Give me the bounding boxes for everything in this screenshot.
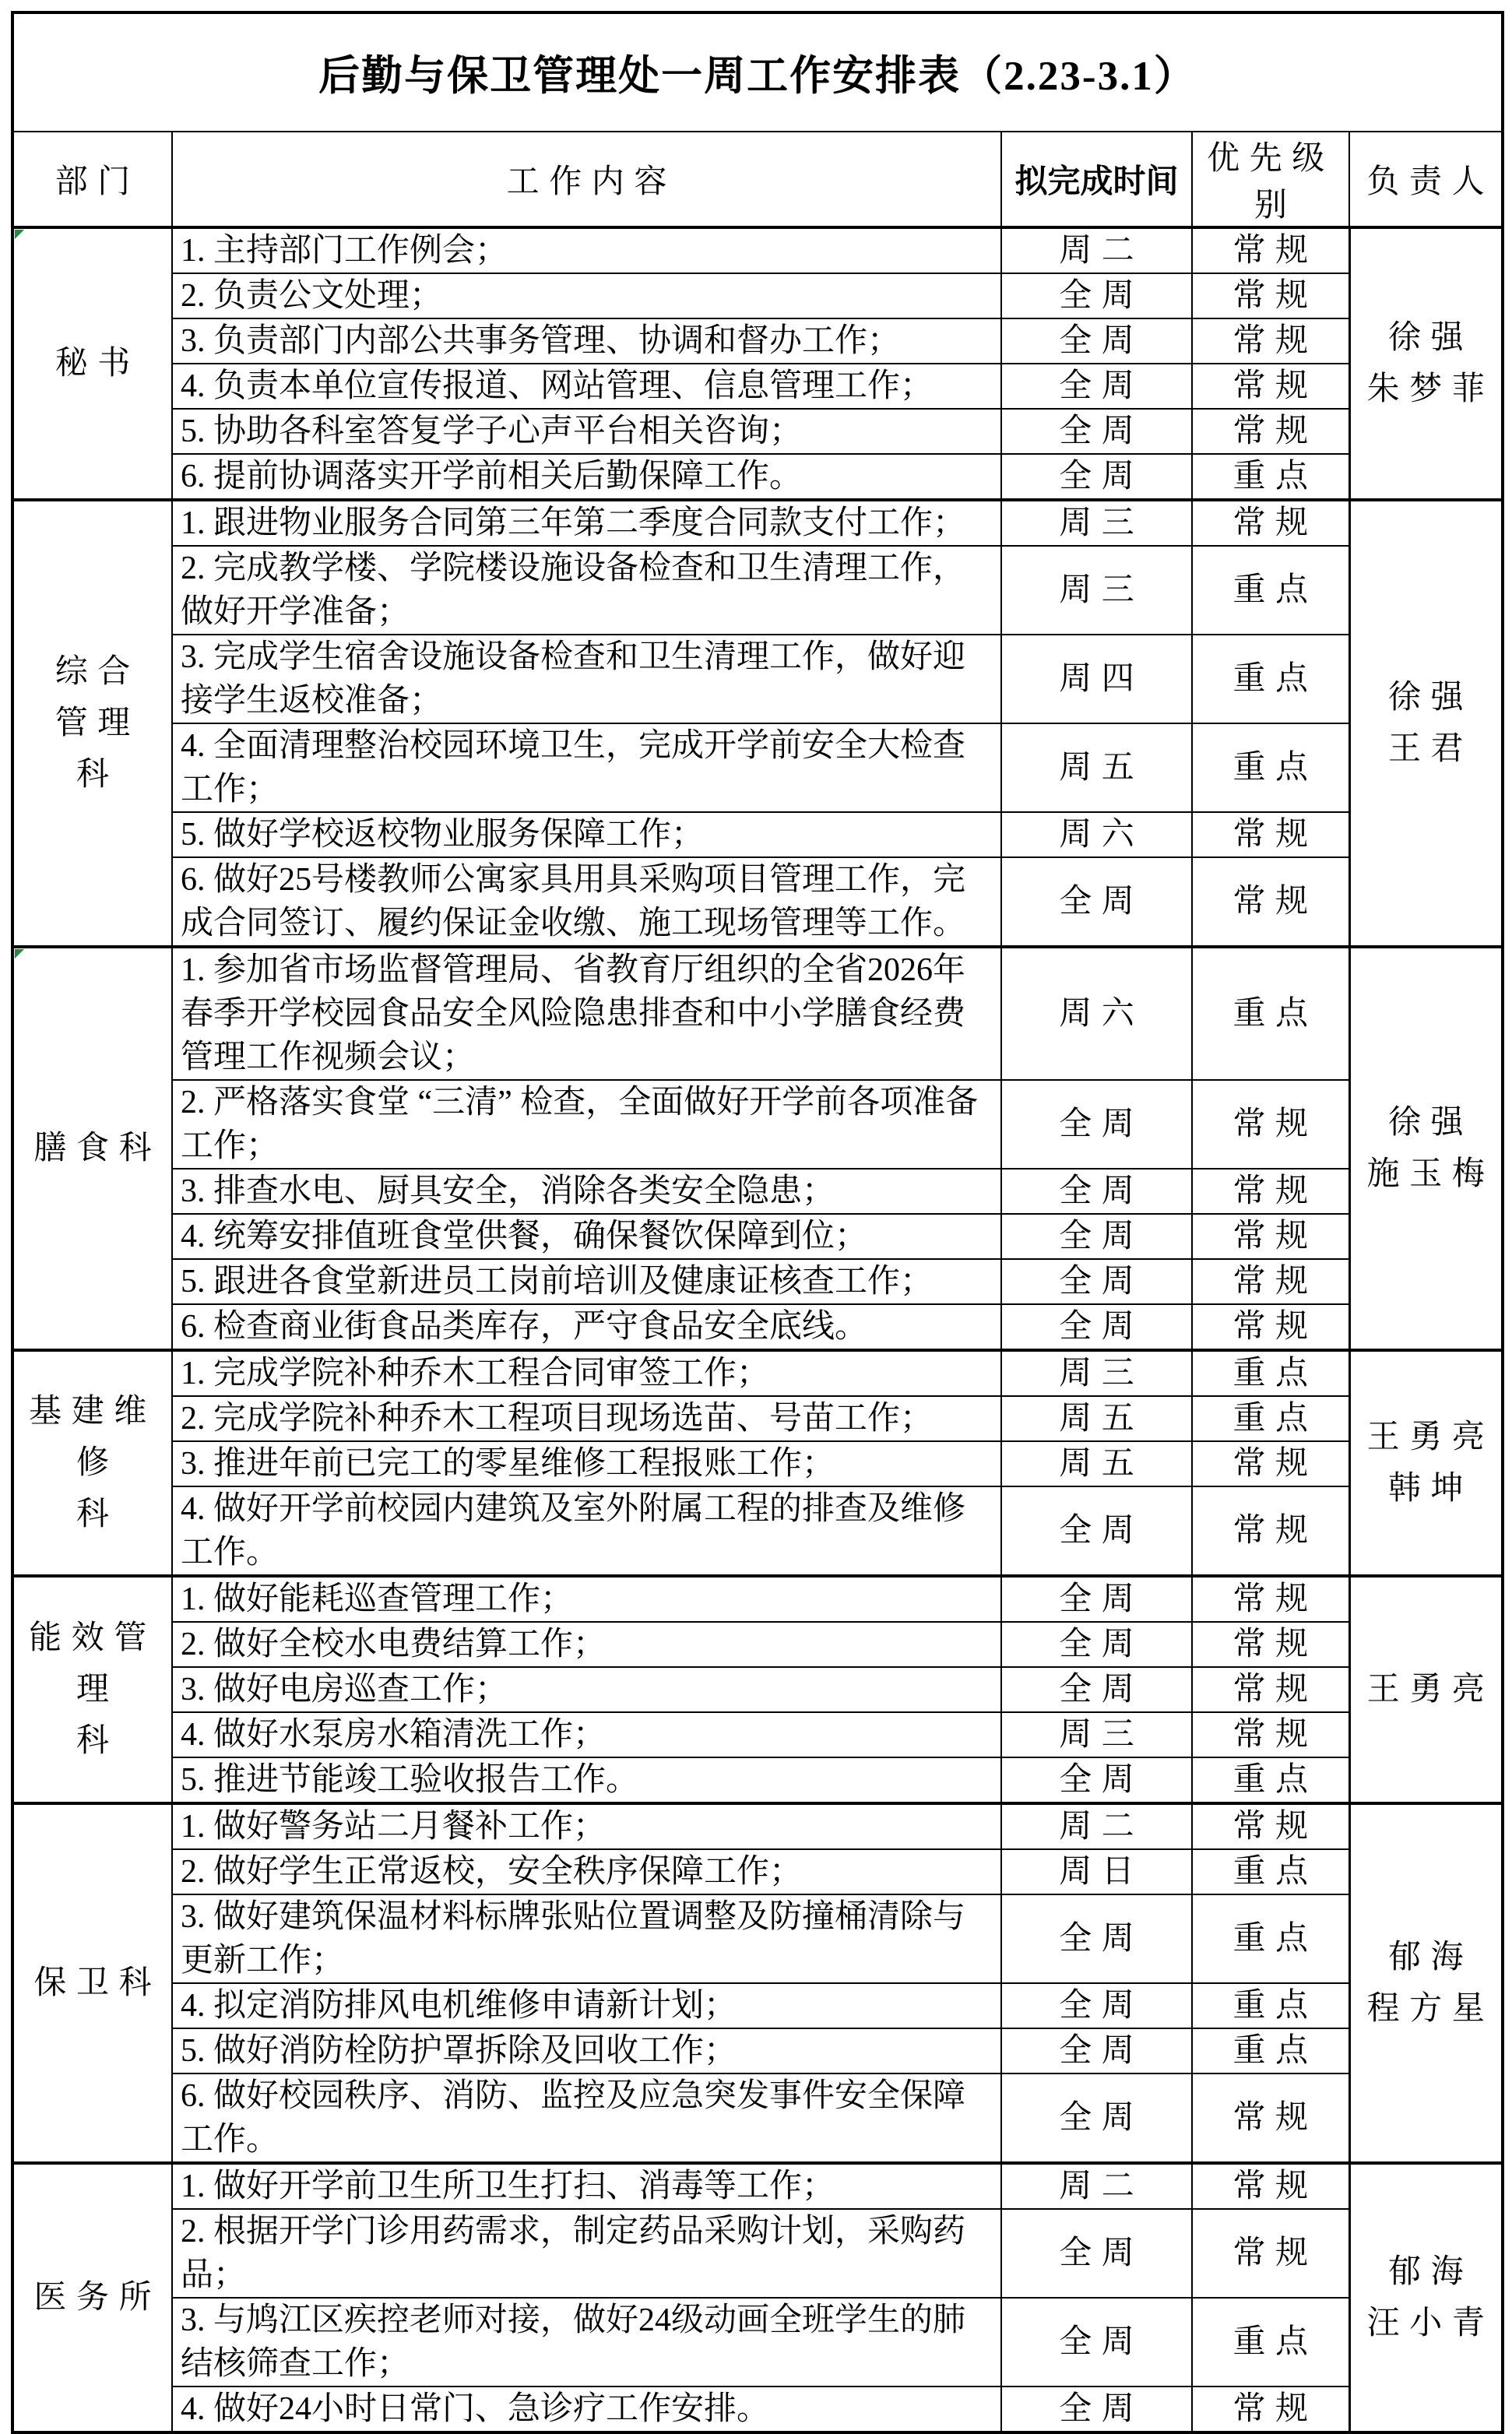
priority-cell: 常规 xyxy=(1192,318,1349,364)
green-corner-flag-icon xyxy=(15,230,24,239)
time-cell: 周二 xyxy=(1001,227,1192,273)
priority-cell: 重点 xyxy=(1192,1396,1349,1441)
time-cell: 全周 xyxy=(1001,1757,1192,1803)
department-label: 能效管理 xyxy=(29,1620,156,1708)
department-cell xyxy=(12,947,172,1350)
table-row xyxy=(12,1983,1503,2028)
work-content-cell: 2. 严格落实食堂 “三清” 检查，全面做好开学前各项准备工作； xyxy=(172,1080,1001,1169)
priority-cell: 重点 xyxy=(1192,947,1349,1080)
department-cell xyxy=(12,227,172,500)
priority-cell: 常规 xyxy=(1192,1214,1349,1259)
person-name: 王勇亮 xyxy=(1366,1419,1495,1455)
work-content-cell: 1. 跟进物业服务合同第三年第二季度合同款支付工作； xyxy=(172,500,1001,546)
work-content-cell: 3. 排查水电、厨具安全，消除各类安全隐患； xyxy=(172,1169,1001,1214)
person-name: 朱梦菲 xyxy=(1366,371,1495,407)
column-header-person: 负责人 xyxy=(1349,132,1503,227)
time-cell: 周六 xyxy=(1001,947,1192,1080)
department-label: 科 xyxy=(76,757,119,793)
work-content-cell: 1. 做好开学前卫生所卫生打扫、消毒等工作； xyxy=(172,2163,1001,2209)
time-cell: 全周 xyxy=(1001,1894,1192,1983)
title-row xyxy=(12,12,1503,132)
work-content-cell: 1. 完成学院补种乔木工程合同审签工作； xyxy=(172,1350,1001,1396)
work-content-cell: 3. 推进年前已完工的零星维修工程报账工作； xyxy=(172,1441,1001,1486)
work-content-cell: 3. 完成学生宿舍设施设备检查和卫生清理工作，做好迎接学生返校准备； xyxy=(172,635,1001,723)
department-label: 基建维修 xyxy=(29,1394,156,1481)
table-row xyxy=(12,1350,1503,1396)
table-row xyxy=(12,1259,1503,1304)
column-header-priority: 优先级别 xyxy=(1192,132,1349,227)
priority-cell: 常规 xyxy=(1192,1486,1349,1576)
table-row xyxy=(12,227,1503,273)
time-cell: 全周 xyxy=(1001,1259,1192,1304)
time-cell: 全周 xyxy=(1001,1667,1192,1712)
schedule-table xyxy=(11,11,1504,2434)
work-content-cell: 3. 与鸠江区疾控老师对接，做好24级动画全班学生的肺结核筛查工作； xyxy=(172,2298,1001,2387)
table-row xyxy=(12,1080,1503,1169)
table-row xyxy=(12,500,1503,546)
time-cell: 全周 xyxy=(1001,1983,1192,2028)
time-cell: 全周 xyxy=(1001,1486,1192,1576)
time-cell: 全周 xyxy=(1001,2073,1192,2163)
time-cell: 周三 xyxy=(1001,546,1192,635)
work-content-cell: 1. 做好警务站二月餐补工作； xyxy=(172,1803,1001,1849)
work-content-cell: 3. 做好电房巡查工作； xyxy=(172,1667,1001,1712)
time-cell: 全周 xyxy=(1001,2387,1192,2432)
table-row xyxy=(12,1894,1503,1983)
page-title: 后勤与保卫管理处一周工作安排表（2.23-3.1） xyxy=(12,12,1503,132)
person-name: 韩坤 xyxy=(1387,1471,1474,1507)
priority-cell: 常规 xyxy=(1192,812,1349,857)
table-row xyxy=(12,857,1503,947)
department-label: 综合 xyxy=(55,654,140,690)
priority-cell: 重点 xyxy=(1192,723,1349,812)
column-header-planned-time: 拟完成时间 xyxy=(1001,132,1192,227)
work-content-cell: 4. 做好开学前校园内建筑及室外附属工程的排查及维修工作。 xyxy=(172,1486,1001,1576)
work-content-cell: 6. 做好25号楼教师公寓家具用具采购项目管理工作，完成合同签订、履约保证金收缴、施工现场管理等工作。 xyxy=(172,857,1001,947)
time-cell: 周三 xyxy=(1001,1350,1192,1396)
time-cell: 全周 xyxy=(1001,1304,1192,1350)
table-row xyxy=(12,1169,1503,1214)
table-row xyxy=(12,1622,1503,1667)
work-content-cell: 5. 做好消防栓防护罩拆除及回收工作； xyxy=(172,2028,1001,2073)
work-content-cell: 4. 统筹安排值班食堂供餐，确保餐饮保障到位； xyxy=(172,1214,1001,1259)
time-cell: 全周 xyxy=(1001,2028,1192,2073)
time-cell: 全周 xyxy=(1001,1080,1192,1169)
priority-cell: 常规 xyxy=(1192,1169,1349,1214)
person-name: 郁海 xyxy=(1387,1940,1474,1975)
time-cell: 周二 xyxy=(1001,1803,1192,1849)
priority-cell: 重点 xyxy=(1192,2298,1349,2387)
time-cell: 全周 xyxy=(1001,1576,1192,1622)
table-row xyxy=(12,318,1503,364)
priority-cell: 常规 xyxy=(1192,1259,1349,1304)
work-content-cell: 4. 做好24小时日常门、急诊疗工作安排。 xyxy=(172,2387,1001,2432)
department-cell xyxy=(12,1803,172,2163)
department-cell xyxy=(12,2163,172,2432)
department-label: 科 xyxy=(76,1497,119,1532)
table-row xyxy=(12,1757,1503,1803)
priority-cell: 重点 xyxy=(1192,546,1349,635)
table-row xyxy=(12,409,1503,454)
time-cell: 全周 xyxy=(1001,318,1192,364)
table-row xyxy=(12,364,1503,409)
priority-cell: 常规 xyxy=(1192,2073,1349,2163)
time-cell: 全周 xyxy=(1001,364,1192,409)
person-name: 汪小青 xyxy=(1366,2306,1495,2341)
table-row xyxy=(12,1849,1503,1894)
table-row xyxy=(12,1712,1503,1757)
person-name: 施玉梅 xyxy=(1366,1156,1495,1192)
department-label: 膳食科 xyxy=(33,1131,162,1166)
table-row xyxy=(12,635,1503,723)
time-cell: 全周 xyxy=(1001,857,1192,947)
table-row xyxy=(12,546,1503,635)
table-row xyxy=(12,1667,1503,1712)
person-name: 郁海 xyxy=(1387,2254,1474,2290)
table-row xyxy=(12,2298,1503,2387)
work-content-cell: 3. 做好建筑保温材料标牌张贴位置调整及防撞桶清除与更新工作； xyxy=(172,1894,1001,1983)
table-row xyxy=(12,1304,1503,1350)
person-cell xyxy=(1349,1576,1503,1803)
time-cell: 周五 xyxy=(1001,1396,1192,1441)
time-cell: 全周 xyxy=(1001,273,1192,318)
work-content-cell: 4. 负责本单位宣传报道、网站管理、信息管理工作； xyxy=(172,364,1001,409)
priority-cell: 常规 xyxy=(1192,1576,1349,1622)
time-cell: 全周 xyxy=(1001,1169,1192,1214)
priority-cell: 常规 xyxy=(1192,1080,1349,1169)
person-name: 徐强 xyxy=(1387,320,1474,356)
work-content-cell: 3. 负责部门内部公共事务管理、协调和督办工作； xyxy=(172,318,1001,364)
work-content-cell: 5. 推进节能竣工验收报告工作。 xyxy=(172,1757,1001,1803)
department-label: 保卫科 xyxy=(33,1965,162,2001)
table-row xyxy=(12,947,1503,1080)
green-corner-flag-icon xyxy=(15,949,24,958)
department-cell xyxy=(12,500,172,947)
table-row xyxy=(12,1576,1503,1622)
work-content-cell: 5. 跟进各食堂新进员工岗前培训及健康证核查工作； xyxy=(172,1259,1001,1304)
department-label: 医务所 xyxy=(33,2280,162,2316)
work-content-cell: 6. 检查商业街食品类库存，严守食品安全底线。 xyxy=(172,1304,1001,1350)
department-label: 管理 xyxy=(55,705,140,741)
column-header-work-content: 工作内容 xyxy=(172,132,1001,227)
work-content-cell: 1. 做好能耗巡查管理工作； xyxy=(172,1576,1001,1622)
table-row xyxy=(12,2073,1503,2163)
person-name: 程方星 xyxy=(1366,1991,1495,2027)
work-content-cell: 2. 做好全校水电费结算工作； xyxy=(172,1622,1001,1667)
department-cell xyxy=(12,1350,172,1576)
person-cell xyxy=(1349,2163,1503,2432)
department-cell xyxy=(12,1576,172,1803)
department-label: 科 xyxy=(76,1723,119,1759)
table-row xyxy=(12,1441,1503,1486)
work-content-cell: 6. 做好校园秩序、消防、监控及应急突发事件安全保障工作。 xyxy=(172,2073,1001,2163)
work-content-cell: 2. 做好学生正常返校，安全秩序保障工作； xyxy=(172,1849,1001,1894)
person-cell xyxy=(1349,1803,1503,2163)
table-row xyxy=(12,2163,1503,2209)
person-name: 王勇亮 xyxy=(1366,1672,1495,1708)
priority-cell: 重点 xyxy=(1192,1894,1349,1983)
work-content-cell: 2. 完成学院补种乔木工程项目现场选苗、号苗工作； xyxy=(172,1396,1001,1441)
priority-cell: 重点 xyxy=(1192,1757,1349,1803)
time-cell: 全周 xyxy=(1001,1622,1192,1667)
table-row xyxy=(12,2387,1503,2432)
work-content-cell: 2. 完成教学楼、学院楼设施设备检查和卫生清理工作，做好开学准备； xyxy=(172,546,1001,635)
table-row xyxy=(12,1396,1503,1441)
priority-cell: 重点 xyxy=(1192,1849,1349,1894)
time-cell: 全周 xyxy=(1001,2298,1192,2387)
priority-cell: 重点 xyxy=(1192,454,1349,500)
person-cell xyxy=(1349,947,1503,1350)
person-cell xyxy=(1349,1350,1503,1576)
priority-cell: 常规 xyxy=(1192,1441,1349,1486)
work-content-cell: 2. 根据开学门诊用药需求，制定药品采购计划，采购药品； xyxy=(172,2209,1001,2298)
priority-cell: 常规 xyxy=(1192,2209,1349,2298)
priority-cell: 常规 xyxy=(1192,273,1349,318)
priority-cell: 常规 xyxy=(1192,1622,1349,1667)
work-content-cell: 1. 参加省市场监督管理局、省教育厅组织的全省2026年春季开学校园食品安全风险隐患排查和中小学膳食经费管理工作视频会议； xyxy=(172,947,1001,1080)
work-content-cell: 4. 做好水泵房水箱清洗工作； xyxy=(172,1712,1001,1757)
table-row xyxy=(12,454,1503,500)
time-cell: 全周 xyxy=(1001,2209,1192,2298)
work-content-cell: 1. 主持部门工作例会； xyxy=(172,227,1001,273)
priority-cell: 常规 xyxy=(1192,1803,1349,1849)
time-cell: 周四 xyxy=(1001,635,1192,723)
table-row xyxy=(12,273,1503,318)
priority-cell: 常规 xyxy=(1192,1712,1349,1757)
table-row xyxy=(12,1214,1503,1259)
priority-cell: 常规 xyxy=(1192,2163,1349,2209)
time-cell: 全周 xyxy=(1001,409,1192,454)
priority-cell: 常规 xyxy=(1192,500,1349,546)
table-row xyxy=(12,1803,1503,1849)
priority-cell: 重点 xyxy=(1192,2028,1349,2073)
time-cell: 全周 xyxy=(1001,1214,1192,1259)
time-cell: 周五 xyxy=(1001,723,1192,812)
priority-cell: 常规 xyxy=(1192,1304,1349,1350)
header-row xyxy=(12,132,1503,227)
time-cell: 周五 xyxy=(1001,1441,1192,1486)
time-cell: 周三 xyxy=(1001,500,1192,546)
priority-cell: 重点 xyxy=(1192,1983,1349,2028)
priority-cell: 重点 xyxy=(1192,635,1349,723)
work-content-cell: 2. 负责公文处理； xyxy=(172,273,1001,318)
person-cell xyxy=(1349,227,1503,500)
table-row xyxy=(12,2028,1503,2073)
work-content-cell: 5. 做好学校返校物业服务保障工作； xyxy=(172,812,1001,857)
table-row xyxy=(12,2209,1503,2298)
table-row xyxy=(12,723,1503,812)
person-name: 徐强 xyxy=(1387,1105,1474,1141)
work-content-cell: 5. 协助各科室答复学子心声平台相关咨询； xyxy=(172,409,1001,454)
priority-cell: 常规 xyxy=(1192,1667,1349,1712)
time-cell: 周三 xyxy=(1001,1712,1192,1757)
person-cell xyxy=(1349,500,1503,947)
work-content-cell: 4. 拟定消防排风电机维修申请新计划； xyxy=(172,1983,1001,2028)
priority-cell: 常规 xyxy=(1192,2387,1349,2432)
time-cell: 周日 xyxy=(1001,1849,1192,1894)
department-label: 秘书 xyxy=(55,346,140,382)
priority-cell: 常规 xyxy=(1192,364,1349,409)
table-row xyxy=(12,812,1503,857)
person-name: 王君 xyxy=(1387,731,1474,767)
priority-cell: 常规 xyxy=(1192,227,1349,273)
person-name: 徐强 xyxy=(1387,680,1474,716)
priority-cell: 重点 xyxy=(1192,1350,1349,1396)
priority-cell: 常规 xyxy=(1192,857,1349,947)
table-row xyxy=(12,1486,1503,1576)
priority-cell: 常规 xyxy=(1192,409,1349,454)
time-cell: 周二 xyxy=(1001,2163,1192,2209)
work-content-cell: 6. 提前协调落实开学前相关后勤保障工作。 xyxy=(172,454,1001,500)
work-content-cell: 4. 全面清理整治校园环境卫生，完成开学前安全大检查工作； xyxy=(172,723,1001,812)
time-cell: 周六 xyxy=(1001,812,1192,857)
column-header-department: 部门 xyxy=(12,132,172,227)
time-cell: 全周 xyxy=(1001,454,1192,500)
